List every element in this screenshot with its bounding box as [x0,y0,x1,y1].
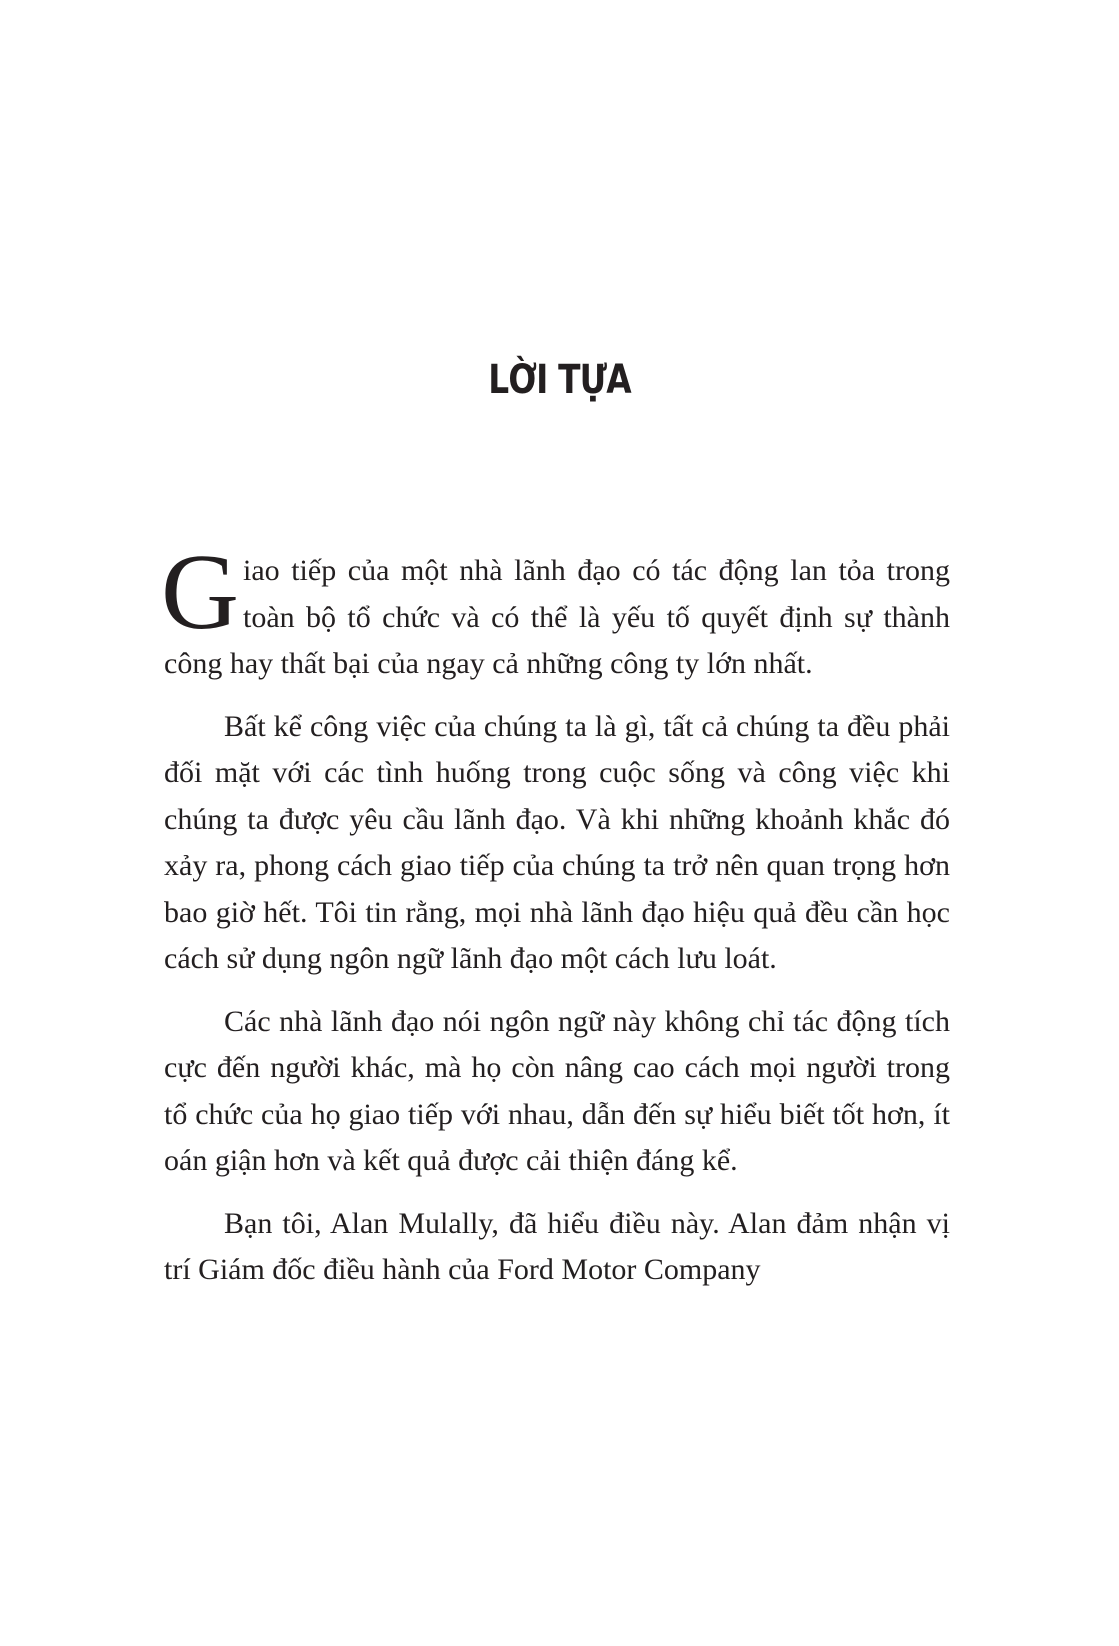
paragraph-2: Bất kể công việc của chúng ta là gì, tất cả chúng ta đều phải đối mặt với các tình huống trong cuộc sống và công việc khi chúng ta được yêu cầu lãnh đạo. Và khi những khoảnh khắc đó xảy ra, phong cách giao tiếp của chúng ta trở nên quan trọng hơn bao giờ hết. Tôi tin rằng, mọi nhà lãnh đạo hiệu quả đều cần học cách sử dụng ngôn ngữ lãnh đạo một cách lưu loát. [164,709,950,975]
paragraph-4: Bạn tôi, Alan Mulally, đã hiểu điều này. Alan đảm nhận vị trí Giám đốc điều hành của Ford Motor Company [164,1206,950,1286]
paragraph-3: Các nhà lãnh đạo nói ngôn ngữ này không chỉ tác động tích cực đến người khác, mà họ còn nâng cao cách mọi người trong tổ chức của họ giao tiếp với nhau, dẫn đến sự hiểu biết tốt hơn, ít oán giận hơn và kết quả được cải thiện đáng kể. [164,1004,950,1177]
paragraph-1 [161,533,950,688]
chapter-title: LỜI TỰA [488,357,631,403]
paragraph-1-text: iao tiếp của một nhà lãnh đạo có tác động lan tỏa trong toàn bộ tổ chức và có thể là yếu tố quyết định sự thành công hay thất bại của ngay cả những công ty lớn nhất. [164,554,950,680]
body-text [161,533,950,1310]
drop-cap: G [161,533,239,652]
